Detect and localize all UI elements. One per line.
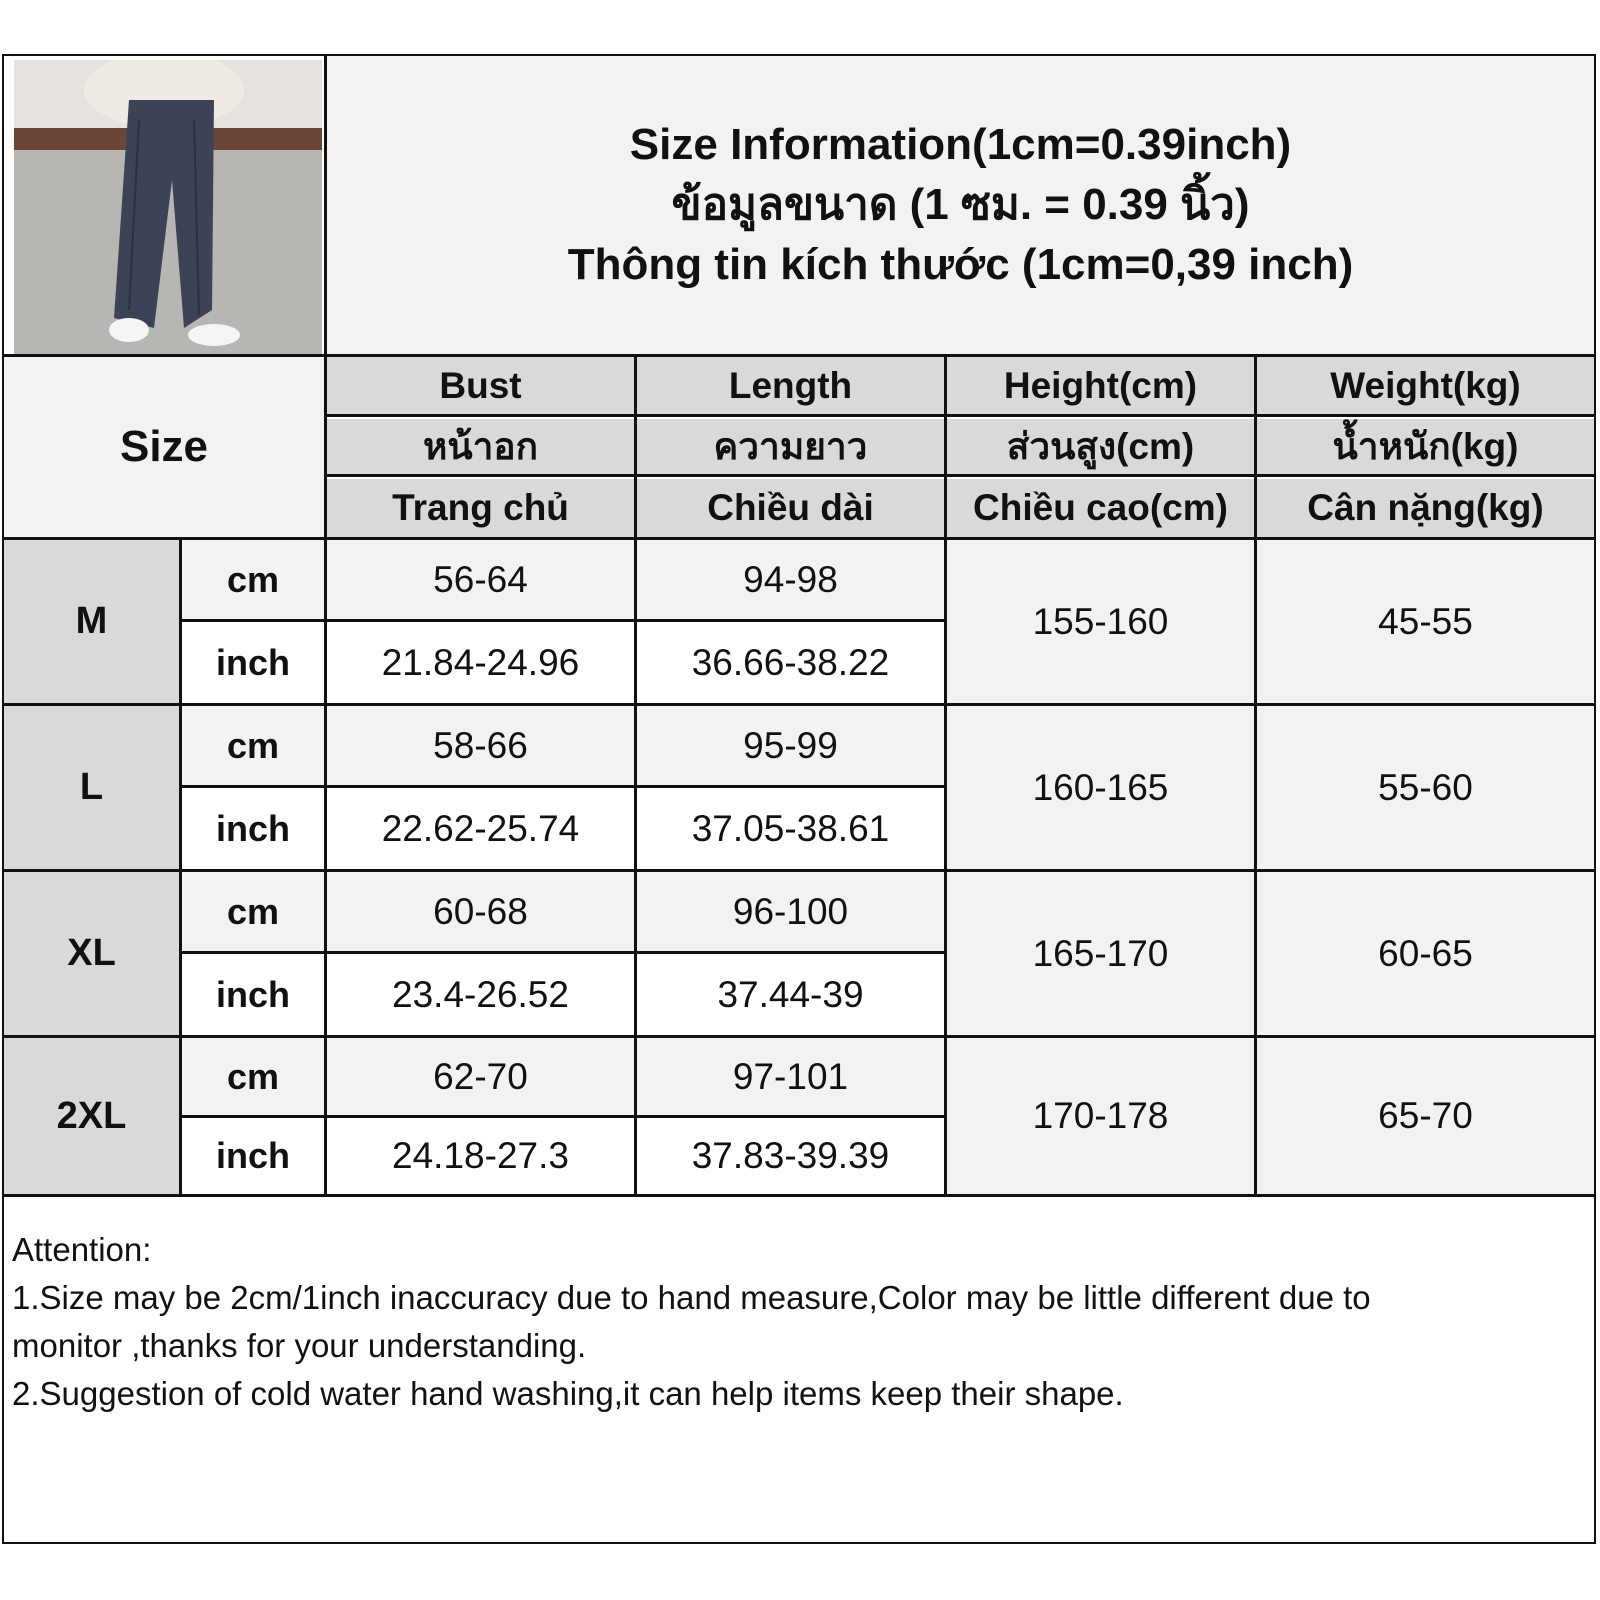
grid-line: [182, 785, 947, 788]
header-length-vi: Chiều dài: [637, 479, 944, 537]
title-thai: ข้อมูลขนาด (1 ซม. = 0.39 นิ้ว): [671, 180, 1250, 229]
size-label-2xl: 2XL: [4, 1038, 179, 1194]
grid-line: [634, 354, 637, 1197]
unit-cm: cm: [182, 540, 324, 619]
unit-inch: inch: [215, 641, 290, 683]
grid-line: [4, 354, 1594, 357]
grid-line: [179, 537, 182, 1197]
grid-line: [327, 414, 1594, 417]
grid-line: [324, 56, 327, 1197]
pants-photo-image: [14, 60, 322, 356]
bust-inch-value: 24.18-27.3: [392, 1135, 569, 1176]
unit-cm: cm: [182, 706, 324, 785]
length-inch-value: 37.83-39.39: [691, 1135, 890, 1176]
bust-cm-value: 62-70: [327, 1038, 634, 1115]
title-block: [327, 56, 1594, 354]
grid-line: [4, 537, 1594, 540]
header-weight-vi: Cân nặng(kg): [1257, 479, 1594, 537]
size-label-m: M: [4, 540, 179, 703]
header-height-vi: Chiều cao(cm): [947, 479, 1254, 537]
notes-line-2: monitor ,thanks for your understanding.: [12, 1327, 587, 1364]
height-value: 160-165: [947, 706, 1254, 869]
bust-inch-value: 23.4-26.52: [392, 973, 569, 1015]
length-cm-value: 95-99: [637, 706, 944, 785]
header-weight-en: Weight(kg): [1257, 357, 1594, 414]
bust-inch-value: 21.84-24.96: [381, 641, 580, 683]
grid-line: [944, 354, 947, 1197]
header-bust-en: Bust: [327, 357, 634, 414]
weight-value: 60-65: [1257, 872, 1594, 1035]
size-chart: [2, 54, 1596, 1544]
product-photo: [14, 60, 322, 356]
bust-cm-value: 58-66: [327, 706, 634, 785]
height-value: 155-160: [947, 540, 1254, 703]
unit-inch: inch: [215, 1135, 290, 1176]
length-inch-value: 36.66-38.22: [691, 641, 890, 683]
header-height-th: ส่วนสูง(cm): [947, 419, 1254, 474]
header-length-en: Length: [637, 357, 944, 414]
length-inch-value: 37.05-38.61: [691, 807, 890, 849]
grid-line: [1254, 354, 1257, 1197]
size-header: Size: [4, 357, 324, 537]
grid-line: [4, 869, 1594, 872]
size-label-xl: XL: [4, 872, 179, 1035]
title-vietnamese: Thông tin kích thước (1cm=0,39 inch): [567, 240, 1354, 289]
header-weight-th: น้ำหนัก(kg): [1257, 419, 1594, 474]
notes-line-3: 2.Suggestion of cold water hand washing,it can help items keep their shape.: [12, 1375, 1124, 1412]
bust-cm-value: 56-64: [327, 540, 634, 619]
height-value: 170-178: [947, 1038, 1254, 1194]
unit-cm: cm: [182, 1038, 324, 1115]
grid-line: [327, 474, 1594, 477]
weight-value: 45-55: [1257, 540, 1594, 703]
weight-value: 55-60: [1257, 706, 1594, 869]
unit-cm: cm: [182, 872, 324, 951]
header-bust-th: หน้าอก: [327, 419, 634, 474]
grid-line: [182, 1115, 947, 1118]
weight-value: 65-70: [1257, 1038, 1594, 1194]
unit-inch: inch: [215, 807, 290, 849]
length-cm-value: 94-98: [637, 540, 944, 619]
header-height-en: Height(cm): [947, 357, 1254, 414]
title-english: Size Information(1cm=0.39inch): [629, 120, 1292, 169]
bust-cm-value: 60-68: [327, 872, 634, 951]
bust-inch-value: 22.62-25.74: [381, 807, 580, 849]
grid-line: [4, 703, 1594, 706]
length-inch-value: 37.44-39: [717, 973, 864, 1015]
length-cm-value: 97-101: [637, 1038, 944, 1115]
notes-line-1: 1.Size may be 2cm/1inch inaccuracy due to hand measure,Color may be little different due to: [12, 1279, 1371, 1316]
attention-notes: [12, 1226, 1582, 1418]
length-cm-value: 96-100: [637, 872, 944, 951]
grid-line: [4, 1194, 1594, 1197]
unit-inch: inch: [215, 973, 290, 1015]
header-length-th: ความยาว: [637, 419, 944, 474]
grid-line: [182, 619, 947, 622]
header-bust-vi: Trang chủ: [327, 479, 634, 537]
notes-heading: Attention:: [12, 1231, 152, 1268]
size-label-l: L: [4, 706, 179, 869]
grid-line: [4, 1035, 1594, 1038]
height-value: 165-170: [947, 872, 1254, 1035]
grid-line: [182, 951, 947, 954]
